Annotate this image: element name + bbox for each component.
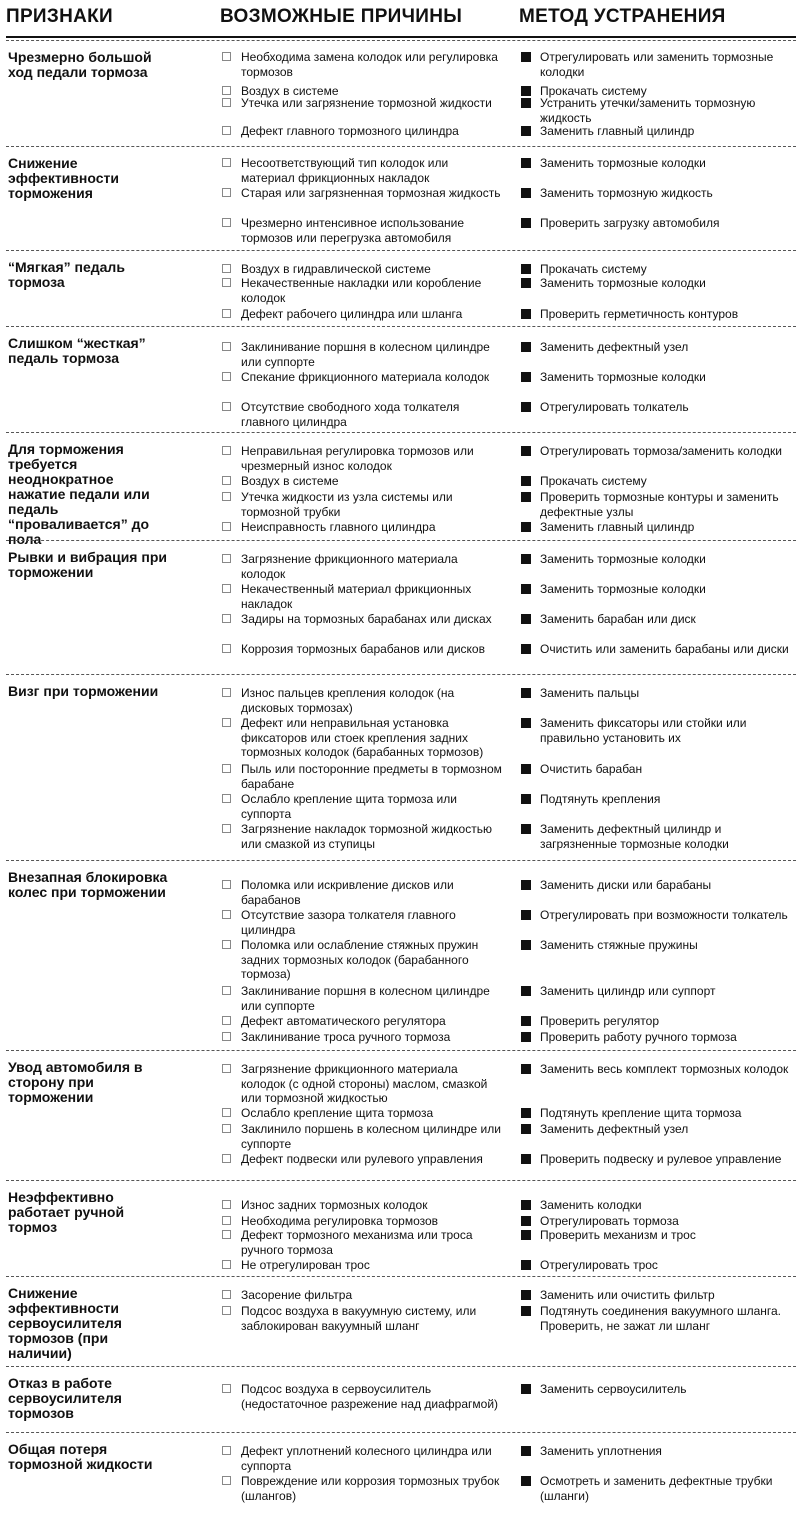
checkbox-icon xyxy=(222,910,231,919)
column-header-symptoms: ПРИЗНАКИ xyxy=(6,6,113,27)
bullet-square-icon xyxy=(521,1446,531,1456)
bullet-square-icon xyxy=(521,1306,531,1316)
cause-text: Заклинило поршень в колесном цилиндре или суппорте xyxy=(241,1122,501,1151)
cause-text: Воздух в системе xyxy=(241,474,339,488)
cause-text: Дефект главного тормозного цилиндра xyxy=(241,124,459,138)
symptom-section xyxy=(0,1432,800,1519)
column-header-remedies: МЕТОД УСТРАНЕНИЯ xyxy=(519,6,726,27)
cause-text: Подсос воздуха в вакуумную систему, или заблокирован вакуумный шланг xyxy=(241,1304,477,1333)
bullet-square-icon xyxy=(521,158,531,168)
symptom-label: Чрезмерно большой ход педали тормоза xyxy=(8,49,152,80)
symptom-section xyxy=(0,326,800,432)
bullet-square-icon xyxy=(521,940,531,950)
cause-text: Отсутствие свободного хода толкателя главного цилиндра xyxy=(241,400,460,429)
bullet-square-icon xyxy=(521,402,531,412)
checkbox-icon xyxy=(222,940,231,949)
symptom-label: Рывки и вибрация при торможении xyxy=(8,549,167,580)
remedy-text: Заменить тормозные колодки xyxy=(540,582,706,596)
checkbox-icon xyxy=(222,1260,231,1269)
checkbox-icon xyxy=(222,264,231,273)
checkbox-icon xyxy=(222,1200,231,1209)
bullet-square-icon xyxy=(521,910,531,920)
bullet-square-icon xyxy=(521,1216,531,1226)
cause-text: Спекание фрикционного материала колодок xyxy=(241,370,490,384)
bullet-square-icon xyxy=(521,764,531,774)
cause-text: Износ задних тормозных колодок xyxy=(241,1198,428,1212)
remedy-text: Заменить фиксаторы или стойки или правильно установить их xyxy=(540,716,747,745)
cause-text: Неисправность главного цилиндра xyxy=(241,520,436,534)
remedy-text: Заменить тормозную жидкость xyxy=(540,186,713,200)
cause-text: Загрязнение фрикционного материала колодок xyxy=(241,552,458,581)
symptom-section xyxy=(0,1276,800,1366)
remedy-text: Отрегулировать тормоза/заменить колодки xyxy=(540,444,782,458)
bullet-square-icon xyxy=(521,52,531,62)
checkbox-icon xyxy=(222,158,231,167)
checkbox-icon xyxy=(222,554,231,563)
checkbox-icon xyxy=(222,1216,231,1225)
checkbox-icon xyxy=(222,126,231,135)
bullet-square-icon xyxy=(521,446,531,456)
checkbox-icon xyxy=(222,446,231,455)
remedy-text: Проверить работу ручного тормоза xyxy=(540,1030,737,1044)
bullet-square-icon xyxy=(521,86,531,96)
remedy-text: Отрегулировать тормоза xyxy=(540,1214,679,1228)
checkbox-icon xyxy=(222,1154,231,1163)
cause-text: Дефект или неправильная установка фиксаторов или стоек крепления задних тормозных колодок (барабанных тормозов) xyxy=(241,716,484,759)
remedy-text: Проверить регулятор xyxy=(540,1014,660,1028)
cause-text: Повреждение или коррозия тормозных трубок (шлангов) xyxy=(241,1474,500,1503)
bullet-square-icon xyxy=(521,614,531,624)
remedy-text: Отрегулировать при возможности толкатель xyxy=(540,908,788,922)
cause-text: Некачественный материал фрикционных накладок xyxy=(241,582,472,611)
remedy-text: Прокачать систему xyxy=(540,474,647,488)
remedy-text: Отрегулировать толкатель xyxy=(540,400,689,414)
checkbox-icon xyxy=(222,476,231,485)
remedy-text: Проверить загрузку автомобиля xyxy=(540,216,720,230)
cause-text: Коррозия тормозных барабанов или дисков xyxy=(241,642,485,656)
bullet-square-icon xyxy=(521,264,531,274)
remedy-text: Заменить тормозные колодки xyxy=(540,276,706,290)
checkbox-icon xyxy=(222,1230,231,1239)
checkbox-icon xyxy=(222,1306,231,1315)
checkbox-icon xyxy=(222,1032,231,1041)
bullet-square-icon xyxy=(521,1016,531,1026)
remedy-text: Заменить тормозные колодки xyxy=(540,156,706,170)
checkbox-icon xyxy=(222,372,231,381)
checkbox-icon xyxy=(222,218,231,227)
symptom-label: Общая потеря тормозной жидкости xyxy=(8,1441,153,1472)
bullet-square-icon xyxy=(521,688,531,698)
bullet-square-icon xyxy=(521,1032,531,1042)
cause-text: Необходима регулировка тормозов xyxy=(241,1214,439,1228)
bullet-square-icon xyxy=(521,98,531,108)
cause-text: Подсос воздуха в сервоусилитель (недостаточное разрежение над диафрагмой) xyxy=(241,1382,499,1411)
remedy-text: Проверить подвеску и рулевое управление xyxy=(540,1152,782,1166)
bullet-square-icon xyxy=(521,1384,531,1394)
bullet-square-icon xyxy=(521,126,531,136)
bullet-square-icon xyxy=(521,492,531,502)
remedy-text: Проверить механизм и трос xyxy=(540,1228,696,1242)
remedy-text: Заменить барабан или диск xyxy=(540,612,696,626)
remedy-text: Заменить сервоусилитель xyxy=(540,1382,687,1396)
checkbox-icon xyxy=(222,644,231,653)
checkbox-icon xyxy=(222,1108,231,1117)
cause-text: Не отрегулирован трос xyxy=(241,1258,370,1272)
remedy-text: Прокачать систему xyxy=(540,262,647,276)
cause-text: Задиры на тормозных барабанах или дисках xyxy=(241,612,492,626)
remedy-text: Заменить весь комплект тормозных колодок xyxy=(540,1062,789,1076)
cause-text: Дефект уплотнений колесного цилиндра или суппорта xyxy=(241,1444,492,1473)
cause-text: Загрязнение фрикционного материала колодок (с одной стороны) маслом, смазкой или тормозной жидкостью xyxy=(241,1062,488,1105)
bullet-square-icon xyxy=(521,188,531,198)
bullet-square-icon xyxy=(521,372,531,382)
remedy-text: Проверить тормозные контуры и заменить дефектные узлы xyxy=(540,490,779,519)
checkbox-icon xyxy=(222,1016,231,1025)
remedy-text: Устранить утечки/заменить тормозную жидкость xyxy=(540,96,756,125)
checkbox-icon xyxy=(222,794,231,803)
checkbox-icon xyxy=(222,614,231,623)
bullet-square-icon xyxy=(521,309,531,319)
checkbox-icon xyxy=(222,309,231,318)
bullet-square-icon xyxy=(521,1476,531,1486)
cause-text: Чрезмерно интенсивное использование тормозов или перегрузка автомобиля xyxy=(241,216,465,245)
cause-text: Ослабло крепление щита тормоза или суппорта xyxy=(241,792,457,821)
cause-text: Воздух в гидравлической системе xyxy=(241,262,431,276)
cause-text: Некачественные накладки или коробление колодок xyxy=(241,276,482,305)
cause-text: Дефект подвески или рулевого управления xyxy=(241,1152,483,1166)
remedy-text: Подтянуть крепления xyxy=(540,792,661,806)
symptom-label: Слишком “жесткая” педаль тормоза xyxy=(8,335,146,366)
checkbox-icon xyxy=(222,278,231,287)
cause-text: Ослабло крепление щита тормоза xyxy=(241,1106,434,1120)
remedy-text: Заменить главный цилиндр xyxy=(540,520,695,534)
cause-text: Необходима замена колодок или регулировка тормозов xyxy=(241,50,498,79)
checkbox-icon xyxy=(222,52,231,61)
bullet-square-icon xyxy=(521,1154,531,1164)
bullet-square-icon xyxy=(521,1200,531,1210)
remedy-text: Очистить или заменить барабаны или диски xyxy=(540,642,789,656)
cause-text: Засорение фильтра xyxy=(241,1288,353,1302)
remedy-text: Заменить тормозные колодки xyxy=(540,552,706,566)
bullet-square-icon xyxy=(521,1290,531,1300)
symptom-label: Неэффективно работает ручной тормоз xyxy=(8,1189,125,1235)
remedy-text: Заменить диски или барабаны xyxy=(540,878,712,892)
remedy-text: Подтянуть соединения вакуумного шланга. Проверить, не зажат ли шланг xyxy=(540,1304,782,1333)
cause-text: Загрязнение накладок тормозной жидкостью или смазкой из ступицы xyxy=(241,822,492,851)
bullet-square-icon xyxy=(521,218,531,228)
cause-text: Заклинивание троса ручного тормоза xyxy=(241,1030,451,1044)
symptom-label: “Мягкая” педаль тормоза xyxy=(8,259,125,290)
checkbox-icon xyxy=(222,824,231,833)
remedy-text: Проверить герметичность контуров xyxy=(540,307,739,321)
cause-text: Несоответствующий тип колодок или материал фрикционных накладок xyxy=(241,156,449,185)
checkbox-icon xyxy=(222,986,231,995)
bullet-square-icon xyxy=(521,824,531,834)
bullet-square-icon xyxy=(521,522,531,532)
remedy-text: Заменить уплотнения xyxy=(540,1444,662,1458)
cause-text: Пыль или посторонние предметы в тормозном барабане xyxy=(241,762,502,791)
bullet-square-icon xyxy=(521,584,531,594)
symptom-section xyxy=(0,432,800,547)
remedy-text: Заменить или очистить фильтр xyxy=(540,1288,715,1302)
bullet-square-icon xyxy=(521,986,531,996)
symptom-section xyxy=(0,1366,800,1432)
remedy-text: Отрегулировать или заменить тормозные колодки xyxy=(540,50,774,79)
checkbox-icon xyxy=(222,188,231,197)
bullet-square-icon xyxy=(521,1108,531,1118)
checkbox-icon xyxy=(222,1124,231,1133)
checkbox-icon xyxy=(222,688,231,697)
bullet-square-icon xyxy=(521,718,531,728)
column-header-causes: ВОЗМОЖНЫЕ ПРИЧИНЫ xyxy=(220,6,463,27)
cause-text: Износ пальцев крепления колодок (на дисковых тормозах) xyxy=(241,686,455,715)
symptom-section xyxy=(0,40,800,146)
bullet-square-icon xyxy=(521,794,531,804)
symptom-label: Для торможения требуется неоднократное нажатие педали или педаль “проваливается” до пола xyxy=(8,441,150,547)
cause-text: Воздух в системе xyxy=(241,84,339,98)
symptom-label: Снижение эффективности сервоусилителя тормозов (при наличии) xyxy=(8,1285,122,1361)
remedy-text: Прокачать систему xyxy=(540,84,647,98)
cause-text: Дефект тормозного механизма или троса ручного тормоза xyxy=(241,1228,473,1257)
cause-text: Утечка жидкости из узла системы или тормозной трубки xyxy=(241,490,453,519)
bullet-square-icon xyxy=(521,644,531,654)
checkbox-icon xyxy=(222,718,231,727)
remedy-text: Заменить дефектный цилиндр и загрязненные тормозные колодки xyxy=(540,822,729,851)
symptom-section xyxy=(0,860,800,1050)
bullet-square-icon xyxy=(521,554,531,564)
checkbox-icon xyxy=(222,1446,231,1455)
header-divider xyxy=(6,36,796,38)
bullet-square-icon xyxy=(521,1124,531,1134)
remedy-text: Заменить дефектный узел xyxy=(540,1122,689,1136)
checkbox-icon xyxy=(222,86,231,95)
cause-text: Дефект рабочего цилиндра или шланга xyxy=(241,307,463,321)
remedy-text: Заменить цилиндр или суппорт xyxy=(540,984,716,998)
checkbox-icon xyxy=(222,98,231,107)
cause-text: Заклинивание поршня в колесном цилиндре или суппорте xyxy=(241,340,490,369)
symptom-section xyxy=(0,674,800,860)
cause-text: Неправильная регулировка тормозов или чрезмерный износ колодок xyxy=(241,444,474,473)
remedy-text: Заменить главный цилиндр xyxy=(540,124,695,138)
remedy-text: Заменить тормозные колодки xyxy=(540,370,706,384)
symptom-label: Внезапная блокировка колес при торможении xyxy=(8,869,168,900)
cause-text: Старая или загрязненная тормозная жидкость xyxy=(241,186,501,200)
symptom-label: Визг при торможении xyxy=(8,683,159,699)
cause-text: Утечка или загрязнение тормозной жидкости xyxy=(241,96,492,110)
symptom-label: Снижение эффективности торможения xyxy=(8,155,119,201)
symptom-section xyxy=(0,1180,800,1276)
remedy-text: Заменить пальцы xyxy=(540,686,640,700)
cause-text: Поломка или ослабление стяжных пружин задних тормозных колодок (барабанного тормоза) xyxy=(241,938,479,981)
remedy-text: Отрегулировать трос xyxy=(540,1258,658,1272)
bullet-square-icon xyxy=(521,1230,531,1240)
checkbox-icon xyxy=(222,492,231,501)
bullet-square-icon xyxy=(521,880,531,890)
symptom-section xyxy=(0,1050,800,1180)
checkbox-icon xyxy=(222,402,231,411)
symptom-section xyxy=(0,146,800,250)
symptom-section xyxy=(0,540,800,674)
remedy-text: Осмотреть и заменить дефектные трубки (шланги) xyxy=(540,1474,773,1503)
cause-text: Дефект автоматического регулятора xyxy=(241,1014,446,1028)
bullet-square-icon xyxy=(521,278,531,288)
remedy-text: Заменить дефектный узел xyxy=(540,340,689,354)
cause-text: Заклинивание поршня в колесном цилиндре или суппорте xyxy=(241,984,490,1013)
remedy-text: Очистить барабан xyxy=(540,762,643,776)
checkbox-icon xyxy=(222,342,231,351)
remedy-text: Подтянуть крепление щита тормоза xyxy=(540,1106,742,1120)
checkbox-icon xyxy=(222,1384,231,1393)
table-header xyxy=(0,0,800,40)
bullet-square-icon xyxy=(521,1260,531,1270)
checkbox-icon xyxy=(222,522,231,531)
symptom-section xyxy=(0,250,800,326)
remedy-text: Заменить стяжные пружины xyxy=(540,938,698,952)
symptom-label: Отказ в работе сервоусилителя тормозов xyxy=(8,1375,122,1421)
checkbox-icon xyxy=(222,1290,231,1299)
cause-text: Поломка или искривление дисков или барабанов xyxy=(241,878,454,907)
symptom-label: Увод автомобиля в сторону при торможении xyxy=(8,1059,143,1105)
bullet-square-icon xyxy=(521,342,531,352)
checkbox-icon xyxy=(222,1064,231,1073)
cause-text: Отсутствие зазора толкателя главного цилиндра xyxy=(241,908,456,937)
bullet-square-icon xyxy=(521,1064,531,1074)
checkbox-icon xyxy=(222,880,231,889)
checkbox-icon xyxy=(222,764,231,773)
bullet-square-icon xyxy=(521,476,531,486)
checkbox-icon xyxy=(222,584,231,593)
checkbox-icon xyxy=(222,1476,231,1485)
remedy-text: Заменить колодки xyxy=(540,1198,642,1212)
